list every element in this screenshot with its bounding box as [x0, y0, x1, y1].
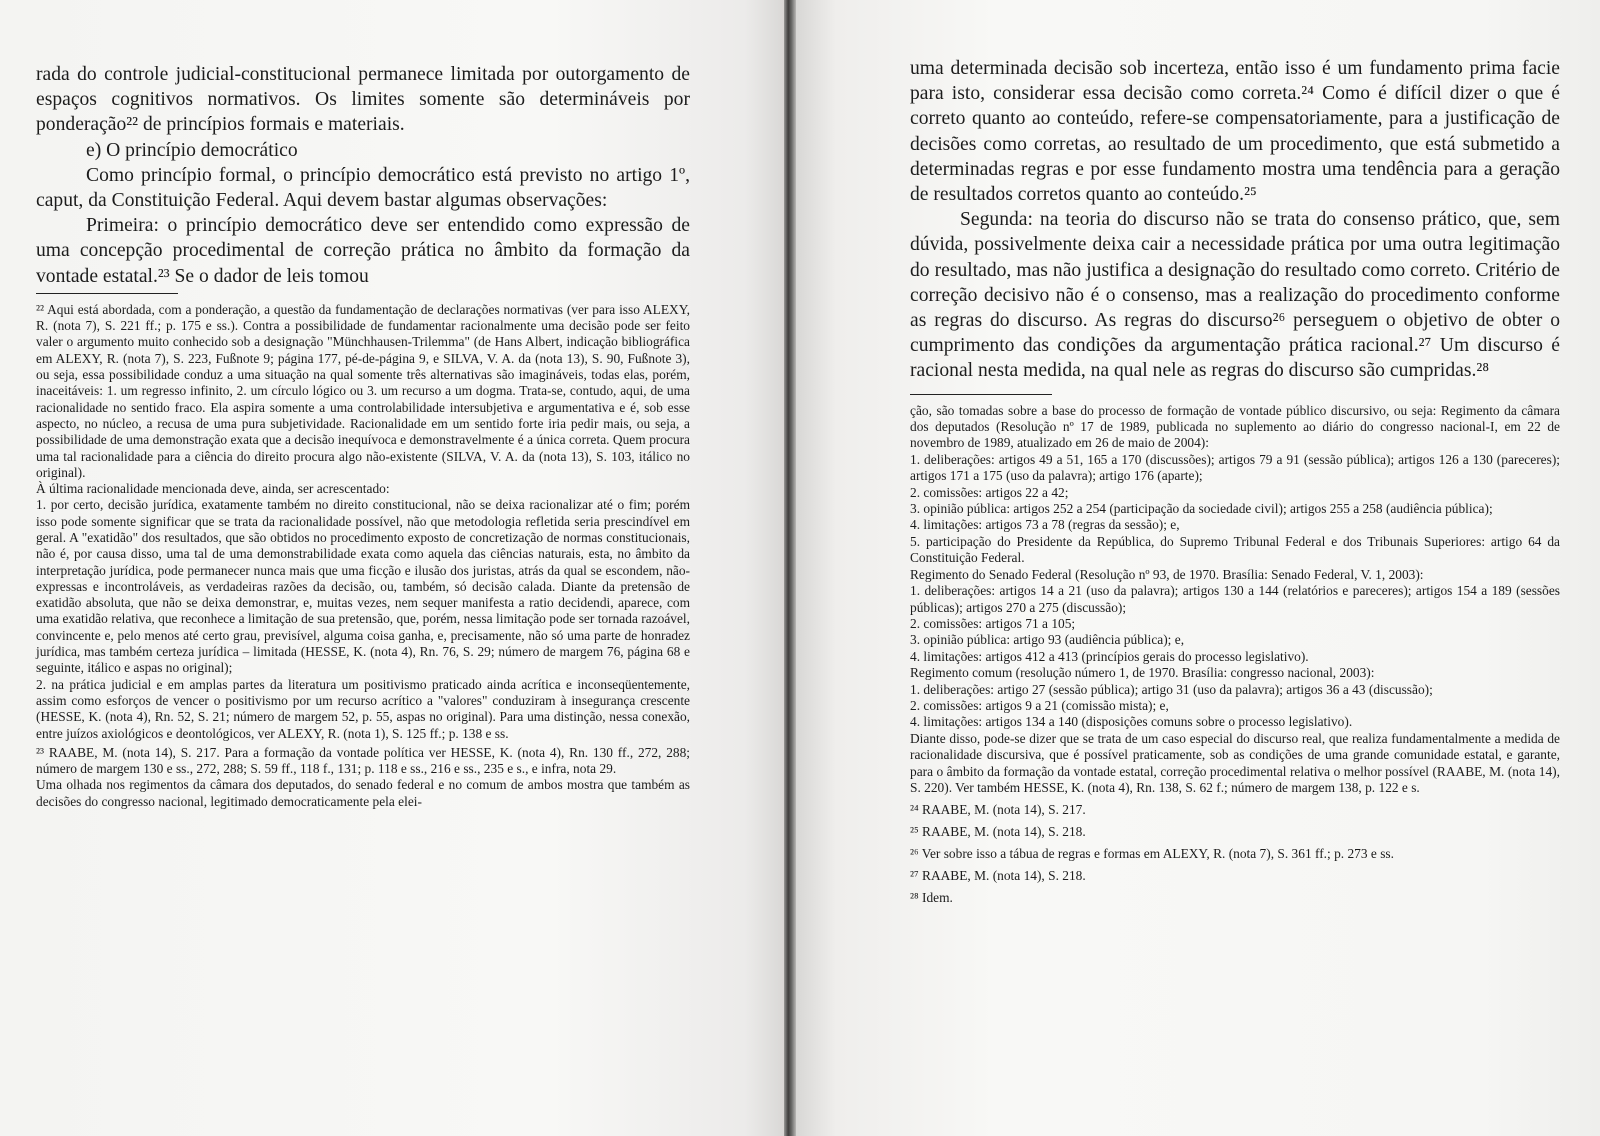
- footnote-line: 1. deliberações: artigos 49 a 51, 165 a 170 (discussões); artigos 79 a 91 (sessão pública); artigos 126 a 130 (pareceres); artigos 171 a 175 (uso da palavra); artigo 176 (aparte);: [910, 451, 1560, 484]
- footnote-line: 2. comissões: artigos 9 a 21 (comissão mista); e,: [910, 697, 1169, 713]
- body-paragraph: Como princípio formal, o princípio democrático está previsto no artigo 1º, caput, da Constituição Federal. Aqui devem bastar algumas observações:: [36, 164, 690, 212]
- footnote-25: ²⁵ RAABE, M. (nota 14), S. 218.: [910, 824, 1086, 840]
- footnote-separator: [910, 394, 1052, 395]
- body-paragraph: uma determinada decisão sob incerteza, então isso é um fundamento prima facie para isto, considerar essa decisão como correta.²⁴ Como é difícil dizer o que é correto quanto ao conteúdo, refere-se compensatoriamente, para a justificação de decisões como corretas, ao resultado de um procedimento, que está submetido a determinadas regras e por esse fundamento mostra uma tendência para a geração de resultados corretos quanto ao conteúdo.²⁵: [910, 58, 1560, 206]
- footnote-23-continued: Uma olhada nos regimentos da câmara dos deputados, do senado federal e no comum de ambos mostra que também as decisões do congresso nacional, legitimado democraticamente pela elei-: [36, 777, 690, 809]
- footnote-line: 3. opinião pública: artigos 252 a 254 (participação da sociedade civil); artigos 255 a 258 (audiência pública);: [910, 501, 1493, 517]
- footnote-22-item-1: 1. por certo, decisão jurídica, exatamente também no direito constitucional, não se deixa racionalizar até o fim; porém isso pode somente significar que se trata da racionalidade possível, não que metodologia refletida seria prescindível em geral. A "exatidão" dos resultados, que são obtidos no procedimento exposto de concretização de normas constitucionais, não é, por causa disso, uma tal de uma demonstrabilidade exata como aquela das ciências naturais, esta, no âmbito da interpretação jurídica, pode permanecer nunca mais que uma ficção e ilusão dos juristas, atrás da qual se escondem, não-expressas e incontroláveis, as verdadeiras razões da decisão, ou, também, só decisão calada. Diante da pretensão de exatidão absoluta, que não se deixa demonstrar, e, muitas vezes, nem sequer manifesta a ratio decidendi, aparece, com uma exatidão relativa, que reconhece a limitação de sua pretensão, que, porém, nessa limitação pode ser tornada razoável, convincente e, pelo menos até certo grau, previsível, alguma coisa ganha, e, precisamente, não só uma parte de honradez jurídica, mas também certeza jurídica – limitada (HESSE, K. (nota 4), Rn. 76, S. 29; número de margem 76, página 68 e seguinte, itálico e aspas no original);: [36, 497, 690, 676]
- footnote-line: Regimento comum (resolução número 1, de 1970. Brasília: congresso nacional, 2003):: [910, 665, 1375, 681]
- footnote-23: ²³ RAABE, M. (nota 14), S. 217. Para a formação da vontade política ver HESSE, K. (nota 4), Rn. 130 ff., 272, 288; número de margem 130 e ss., 272, 288; S. 59 ff., 118 f., 131; p. 118 e ss., 216 e ss., 235 e s., e infra, nota 29.: [36, 744, 690, 777]
- footnote-line: 2. comissões: artigos 71 a 105;: [910, 615, 1076, 631]
- footnote-line: Regimento do Senado Federal (Resolução nº 93, de 1970. Brasília: Senado Federal, V. 1, 2003):: [910, 566, 1424, 582]
- footnote-separator: [36, 293, 178, 294]
- right-page: [796, 0, 1600, 1136]
- footnote-line: 5. participação do Presidente da República, do Supremo Tribunal Federal e dos Tribunais Superiores: artigo 64 da Constituição Federal.: [910, 533, 1560, 566]
- footnote-line: 1. deliberações: artigos 14 a 21 (uso da palavra); artigos 130 a 144 (relatórios e pareceres); artigos 154 a 189 (sessões públicas); artigos 270 a 275 (discussão);: [910, 583, 1560, 615]
- footnote-line: 4. limitações: artigos 412 a 413 (princípios gerais do processo legislativo).: [910, 648, 1309, 664]
- body-paragraph: Segunda: na teoria do discurso não se trata do consenso prático, que, sem dúvida, possivelmente deixa cair a necessidade prática por uma outra legitimação do resultado, mas não justifica a designação do resultado como correto. Critério de correção decisivo não é o consenso, mas a realização do procedimento conforme as regras do discurso. As regras do discurso²⁶ perseguem o objetivo de obter o cumprimento das condições da argumentação prática racional.²⁷ Um discurso é racional nesta medida, na qual nele as regras do discurso são cumpridas.²⁸: [910, 209, 1560, 382]
- footnote-22-item-2: 2. na prática judicial e em amplas partes da literatura um positivismo praticado ainda acrítica e inconseqüentemente, assim como esforços de vencer o positivismo por um recurso acrítico a "valores" conduziram à insegurança crescente (HESSE, K. (nota 4), Rn. 52, S. 21; número de margem 52, p. 55, aspas no original). Para uma distinção, nessa conexão, entre juízos axiológicos e deontológicos, ver ALEXY, R. (nota 1), S. 125 ff.; p. 138 e ss.: [36, 676, 690, 741]
- footnote-28: ²⁸ Idem.: [910, 890, 953, 906]
- footnote-line: 4. limitações: artigos 134 a 140 (disposições comuns sobre o processo legislativo).: [910, 714, 1353, 730]
- footnote-24: ²⁴ RAABE, M. (nota 14), S. 217.: [910, 802, 1086, 818]
- left-page: [0, 0, 784, 1136]
- footnote-26: ²⁶ Ver sobre isso a tábua de regras e formas em ALEXY, R. (nota 7), S. 361 ff.; p. 273 e ss.: [910, 846, 1394, 862]
- footnote-line: 2. comissões: artigos 22 a 42;: [910, 484, 1069, 500]
- book-gutter: [784, 0, 796, 1136]
- right-text-column: [910, 56, 1560, 909]
- left-text-column: [36, 62, 690, 810]
- footnote-continuation: ção, são tomadas sobre a base do processo de formação de vontade público discursivo, ou seja: Regimento da câmara dos deputados (Resolução nº 17 de 1989, publicada no suplemento ao diário do congresso nacional-I, em 22 de novembro de 1989, atualizado em 26 de maio de 2004):: [910, 402, 1560, 451]
- footnote-27: ²⁷ RAABE, M. (nota 14), S. 218.: [910, 868, 1086, 884]
- section-heading: e) O princípio democrático: [86, 139, 298, 161]
- footnote-22: ²² Aqui está abordada, com a ponderação, a questão da fundamentação de declarações normativas (ver para isso ALEXY, R. (nota 7), S. 221 ff.; p. 175 e ss.). Contra a possibilidade de fundamentar racionalmente uma decisão pode ser feito valer o argumento muito conhecido sob a designação "Münchhausen-Trilemma" (de Hans Albert, indicação bibliográfica em ALEXY, R. (nota 7), S. 223, Fußnote 9; página 177, pé-de-página 9, e SILVA, V. A. da (nota 13), S. 90, Fußnote 3), ou seja, essa possibilidade conduz a uma situação na qual somente três alternativas são imagináveis, todas elas, porém, inaceitáveis: 1. um regresso infinito, 2. um círculo lógico ou 3. um recurso a um dogma. Trata-se, contudo, aqui, de uma racionalidade no sentido fraco. Ela aspira somente a uma controlabilidade intersubjetiva e argumentativa e é, sob esse aspecto, no núcleo, a recusa de uma pura subjetividade. Racionalidade em um sentido forte iria pedir mais, ou seja, a possibilidade de uma demonstração exata que a decisão inequívoca e demonstravelmente é a única correta. Quem procura uma tal racionalidade para a ciência do direito procura algo não-existente (SILVA, V. A. da (nota 13), S. 103, itálico no original).: [36, 301, 690, 480]
- footnote-line: 3. opinião pública: artigo 93 (audiência pública); e,: [910, 632, 1185, 648]
- footnote-line: 4. limitações: artigos 73 a 78 (regras da sessão); e,: [910, 517, 1180, 533]
- body-paragraph: rada do controle judicial-constitucional permanece limitada por outorgamento de espaços cognitivos normativos. Os limites somente são determináveis por ponderação²² de princípios formais e materiais.: [36, 64, 690, 136]
- footnote-line: Diante disso, pode-se dizer que se trata de um caso especial do discurso real, que realiza fundamentalmente a medida de racionalidade discursiva, que é possível praticamente, sob as condições de uma grande comunidade estatal, e garante, para o âmbito da formação da vontade estatal, correção procedimental relativa o melhor possível (RAABE, M. (nota 14), S. 220). Ver também HESSE, K. (nota 4), Rn. 138, S. 62 f.; número de margem 138, p. 122 e s.: [910, 730, 1560, 795]
- body-paragraph: Primeira: o princípio democrático deve ser entendido como expressão de uma concepção procedimental de correção prática no âmbito da formação da vontade estatal.²³ Se o dador de leis tomou: [36, 215, 690, 287]
- footnote-line: 1. deliberações: artigo 27 (sessão pública); artigo 31 (uso da palavra); artigos 36 a 43 (discussão);: [910, 681, 1433, 697]
- footnote-22-continued: À última racionalidade mencionada deve, ainda, ser acrescentado:: [36, 481, 390, 497]
